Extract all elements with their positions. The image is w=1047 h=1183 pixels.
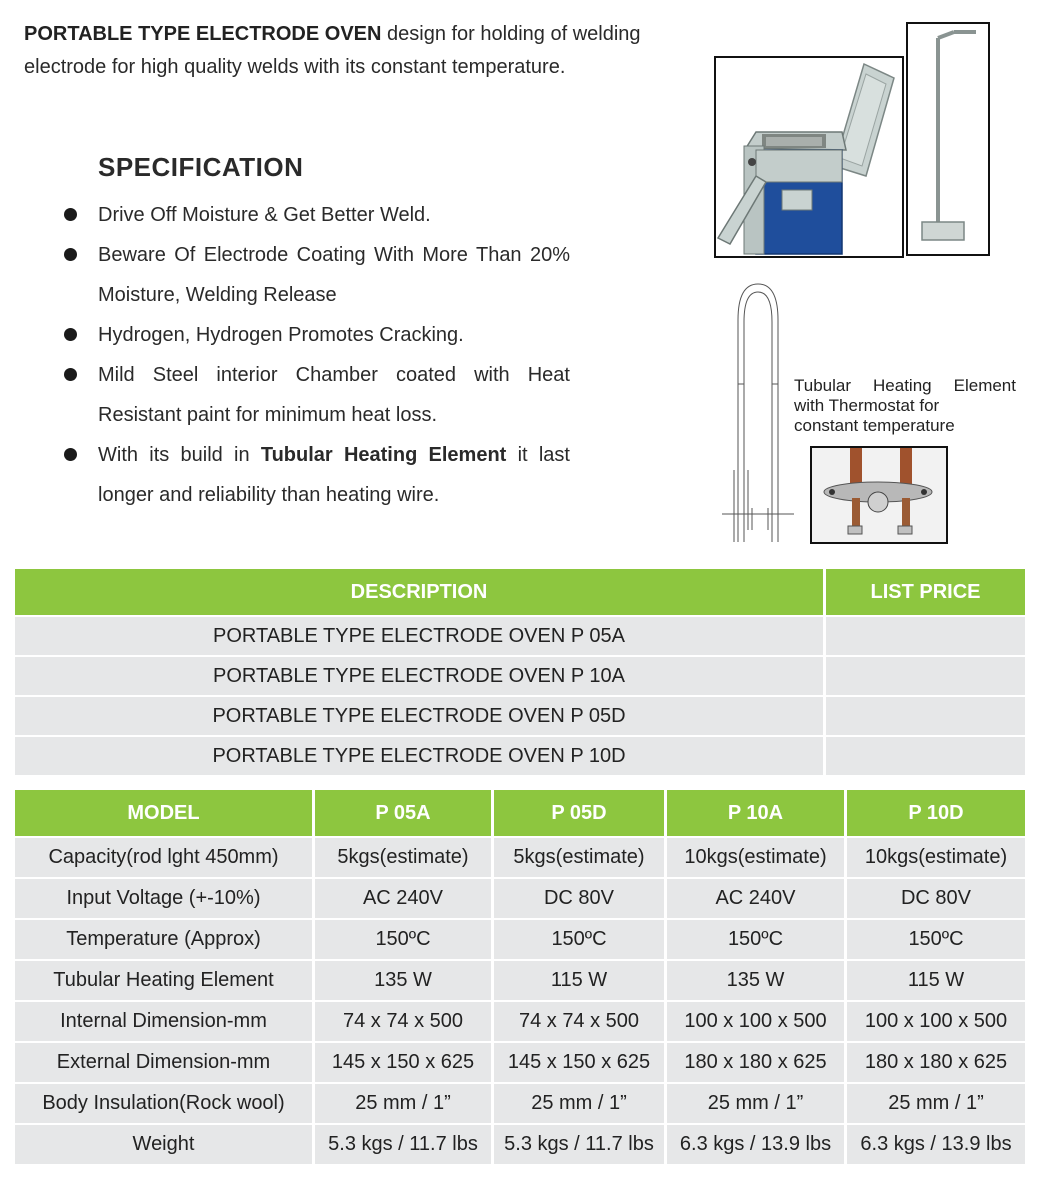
spec-label-cell: External Dimension-mm <box>15 1041 315 1082</box>
spec-value-cell: 25 mm / 1” <box>315 1082 494 1123</box>
spec-label-cell: Internal Dimension-mm <box>15 1000 315 1041</box>
bullet-icon <box>64 248 77 261</box>
spec-value-cell: 74 x 74 x 500 <box>315 1000 494 1041</box>
spec-label-cell: Input Voltage (+-10%) <box>15 877 315 918</box>
intro-product-name: PORTABLE TYPE ELECTRODE OVEN <box>24 23 382 45</box>
model-spec-table <box>15 790 1025 1164</box>
table-row <box>15 1123 1025 1164</box>
description-cell: PORTABLE TYPE ELECTRODE OVEN P 05A <box>15 615 826 655</box>
spec-value-cell: 180 x 180 x 625 <box>847 1041 1025 1082</box>
spec-bullet: Drive Off Moisture & Get Better Weld. <box>60 195 570 235</box>
spec-bullet: Beware Of Electrode Coating With More Than 20% Moisture, Welding Release <box>60 235 570 315</box>
header-p05d: P 05D <box>494 790 667 836</box>
intro-text: design for holding of welding electrode for high quality welds with its constant temperature. <box>24 23 641 78</box>
description-cell: PORTABLE TYPE ELECTRODE OVEN P 10A <box>15 655 826 695</box>
description-cell: PORTABLE TYPE ELECTRODE OVEN P 10D <box>15 735 826 775</box>
spec-value-cell: 135 W <box>315 959 494 1000</box>
price-cell <box>826 695 1025 735</box>
spec-value-cell: 115 W <box>494 959 667 1000</box>
table-row <box>15 735 1025 775</box>
price-cell <box>826 615 1025 655</box>
spec-value-cell: 150ºC <box>315 918 494 959</box>
bullet-icon <box>64 368 77 381</box>
spec-value-cell: 6.3 kgs / 13.9 lbs <box>847 1123 1025 1164</box>
spec-value-cell: 10kgs(estimate) <box>667 836 847 877</box>
header-p10d: P 10D <box>847 790 1025 836</box>
intro-paragraph <box>24 18 664 84</box>
spec-label-cell: Weight <box>15 1123 315 1164</box>
heating-element-diagram <box>718 280 800 552</box>
spec-value-cell: 150ºC <box>667 918 847 959</box>
spec-bullet: With its build in Tubular Heating Element it last longer and reliability than heating wire. <box>60 435 570 515</box>
spec-value-cell: 100 x 100 x 500 <box>847 1000 1025 1041</box>
spec-value-cell: 100 x 100 x 500 <box>667 1000 847 1041</box>
bullet-icon <box>64 448 77 461</box>
spec-label-cell: Capacity(rod lght 450mm) <box>15 836 315 877</box>
header-p05a: P 05A <box>315 790 494 836</box>
table-row <box>15 655 1025 695</box>
spec-value-cell: 180 x 180 x 625 <box>667 1041 847 1082</box>
spec-value-cell: 5.3 kgs / 11.7 lbs <box>315 1123 494 1164</box>
bullet-icon <box>64 208 77 221</box>
spec-value-cell: 25 mm / 1” <box>847 1082 1025 1123</box>
spec-label-cell: Body Insulation(Rock wool) <box>15 1082 315 1123</box>
spec-value-cell: 5kgs(estimate) <box>494 836 667 877</box>
table-row <box>15 615 1025 655</box>
table-row <box>15 1000 1025 1041</box>
price-cell <box>826 735 1025 775</box>
price-cell <box>826 655 1025 695</box>
heating-element-caption: Tubular Heating Element with Thermostat for constant temperature <box>794 376 1016 435</box>
spec-table-header <box>15 790 1025 836</box>
description-cell: PORTABLE TYPE ELECTRODE OVEN P 05D <box>15 695 826 735</box>
bullet-icon <box>64 328 77 341</box>
table-row <box>15 836 1025 877</box>
spec-value-cell: 115 W <box>847 959 1025 1000</box>
spec-value-cell: 5kgs(estimate) <box>315 836 494 877</box>
spec-label-cell: Tubular Heating Element <box>15 959 315 1000</box>
price-table-header <box>15 569 1025 615</box>
spec-value-cell: 25 mm / 1” <box>667 1082 847 1123</box>
table-row <box>15 1041 1025 1082</box>
oven-photo <box>714 56 904 258</box>
specification-heading: SPECIFICATION <box>98 152 304 182</box>
spec-value-cell: DC 80V <box>847 877 1025 918</box>
electrode-stand-photo <box>906 22 990 256</box>
header-list-price: LIST PRICE <box>826 569 1025 615</box>
specification-list <box>60 195 570 515</box>
header-model: MODEL <box>15 790 315 836</box>
header-description: DESCRIPTION <box>15 569 826 615</box>
spec-value-cell: DC 80V <box>494 877 667 918</box>
price-table <box>15 569 1025 775</box>
spec-value-cell: 135 W <box>667 959 847 1000</box>
spec-value-cell: 10kgs(estimate) <box>847 836 1025 877</box>
table-row <box>15 918 1025 959</box>
spec-value-cell: 145 x 150 x 625 <box>315 1041 494 1082</box>
spec-value-cell: 150ºC <box>494 918 667 959</box>
table-row <box>15 877 1025 918</box>
header-p10a: P 10A <box>667 790 847 836</box>
spec-value-cell: 74 x 74 x 500 <box>494 1000 667 1041</box>
spec-bullet: Hydrogen, Hydrogen Promotes Cracking. <box>60 315 570 355</box>
spec-value-cell: AC 240V <box>667 877 847 918</box>
spec-value-cell: 5.3 kgs / 11.7 lbs <box>494 1123 667 1164</box>
thermostat-photo <box>810 446 948 544</box>
spec-value-cell: 145 x 150 x 625 <box>494 1041 667 1082</box>
table-row <box>15 695 1025 735</box>
table-row <box>15 959 1025 1000</box>
spec-value-cell: 25 mm / 1” <box>494 1082 667 1123</box>
spec-value-cell: 150ºC <box>847 918 1025 959</box>
spec-value-cell: AC 240V <box>315 877 494 918</box>
table-row <box>15 1082 1025 1123</box>
spec-bullet: Mild Steel interior Chamber coated with Heat Resistant paint for minimum heat loss. <box>60 355 570 435</box>
spec-label-cell: Temperature (Approx) <box>15 918 315 959</box>
spec-value-cell: 6.3 kgs / 13.9 lbs <box>667 1123 847 1164</box>
